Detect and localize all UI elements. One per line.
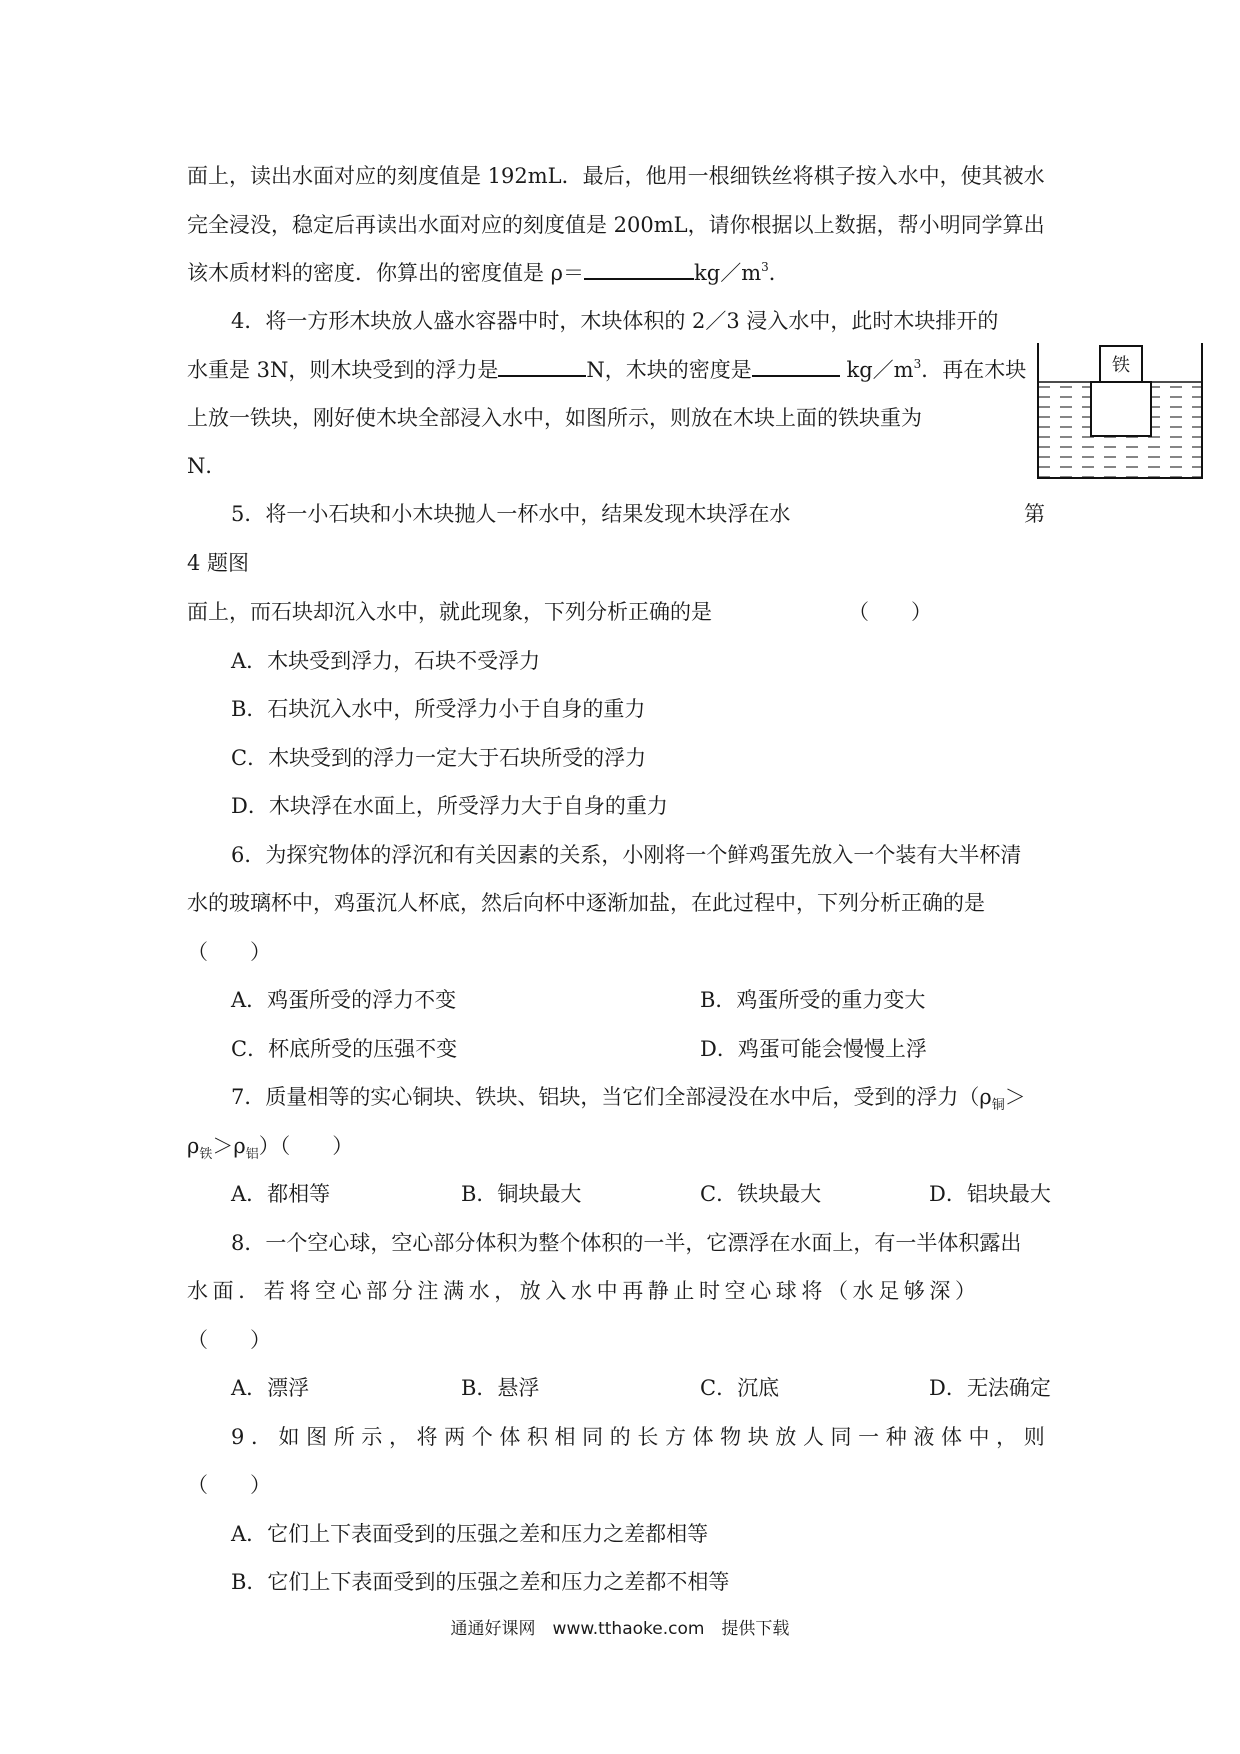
q5-option-a: A．木块受到浮力，石块不受浮力 <box>231 649 541 673</box>
q9-option-a: A．它们上下表面受到的压强之差和压力之差都相等 <box>231 1522 709 1546</box>
q5-option-c: C．木块受到的浮力一定大于石块所受的浮力 <box>231 746 647 770</box>
q7-rho-iron: ρ <box>187 1134 200 1158</box>
q4-line-2-end: ．再在木块 <box>921 358 1027 382</box>
page-footer: 通通好课网 www.tthaoke.com 提供下载 <box>450 1619 790 1639</box>
q5-line-2: 面上，而石块却沉入水中，就此现象，下列分析正确的是 <box>187 600 712 624</box>
q8-option-a: A．漂浮 <box>231 1376 310 1400</box>
q4-line-4: N． <box>187 454 227 478</box>
q3-line-3 <box>187 258 790 291</box>
q4-unit: kg／m <box>846 358 914 382</box>
q7-rho-aluminum: ρ <box>233 1134 246 1158</box>
wood-block <box>1091 382 1151 436</box>
q4-line-3: 上放一铁块，刚好使木块全部浸入水中，如图所示，则放在木块上面的铁块重为 <box>187 406 922 430</box>
figure-caption-part-1: 第 <box>1024 502 1045 526</box>
buoyancy-answer-blank[interactable] <box>498 355 586 377</box>
q7-subscript-aluminum: 铝 <box>245 1147 259 1162</box>
q4-line-1: 4．将一方形木块放人盛水容器中时，木块体积的 2／3 浸入水中，此时木块排开的 <box>231 309 999 333</box>
figure-caption-part-2: 4 题图 <box>187 551 250 575</box>
q3-unit: kg／m <box>694 261 762 285</box>
q3-line-2: 完全浸没，稳定后再读出水面对应的刻度值是 200mL，请你根据以上数据，帮小明同学算出 <box>187 213 1045 237</box>
q3-period: ． <box>768 261 790 285</box>
q8-line-2: 水面．若将空心部分注满水，放入水中再静止时空心球将（水足够深） <box>187 1279 981 1303</box>
q7-option-d: D．铝块最大 <box>929 1182 1051 1206</box>
q3-line-1: 面上，读出水面对应的刻度值是 192mL．最后，他用一根细铁丝将棋子按入水中，使其被水 <box>187 164 1045 188</box>
q5-option-d: D．木块浮在水面上，所受浮力大于自身的重力 <box>231 794 668 818</box>
q7-line-2 <box>187 1131 353 1165</box>
q8-option-d: D．无法确定 <box>929 1376 1051 1400</box>
iron-block-on-wood-figure <box>1036 342 1206 482</box>
q6-line-1: 6．为探究物体的浮沉和有关因素的关系，小刚将一个鲜鸡蛋先放入一个装有大半杯清 <box>231 843 1022 867</box>
q4-line-2-mid: N，木块的密度是 <box>586 358 752 382</box>
q7-subscript-copper: 铜 <box>991 1098 1005 1113</box>
q7-line-1-text: 7．质量相等的实心铜块、铁块、铝块，当它们全部浸没在水中后，受到的浮力（ρ <box>231 1085 992 1109</box>
q9-answer-paren: （ ） <box>187 1473 271 1497</box>
q8-option-b: B．悬浮 <box>461 1376 540 1400</box>
q9-line-1: 9．如图所示，将两个体积相同的长方体物块放人同一种液体中，则 <box>231 1425 1052 1449</box>
q4-line-2 <box>187 355 1026 388</box>
q9-option-b: B．它们上下表面受到的压强之差和压力之差都不相等 <box>231 1570 730 1594</box>
q7-subscript-iron: 铁 <box>199 1147 213 1162</box>
q8-line-1: 8．一个空心球，空心部分体积为整个体积的一半，它漂浮在水面上，有一半体积露出 <box>231 1231 1022 1255</box>
q7-answer-paren: ）（ ） <box>258 1134 354 1158</box>
q3-line-3-text: 该木质材料的密度．你算出的密度值是 ρ＝ <box>187 261 585 285</box>
density-answer-blank[interactable] <box>584 258 694 280</box>
q8-answer-paren: （ ） <box>187 1328 271 1352</box>
q7-line-1 <box>231 1082 1026 1116</box>
q3-unit-exponent: 3 <box>761 260 769 274</box>
q6-option-a: A．鸡蛋所受的浮力不变 <box>231 988 457 1012</box>
q7-gt-1: ＞ <box>1004 1085 1026 1109</box>
q5-option-b: B．石块沉入水中，所受浮力小于自身的重力 <box>231 697 646 721</box>
q7-gt-2: ＞ <box>212 1134 234 1158</box>
q7-option-b: B．铜块最大 <box>461 1182 582 1206</box>
q4-unit-exponent: 3 <box>913 357 922 371</box>
q5-answer-paren: （ ） <box>848 600 932 624</box>
q6-line-2: 水的玻璃杯中，鸡蛋沉人杯底，然后向杯中逐渐加盐，在此过程中，下列分析正确的是 <box>187 891 985 915</box>
q4-line-2-start: 水重是 3N，则木块受到的浮力是 <box>187 358 499 382</box>
q7-option-c: C．铁块最大 <box>700 1182 822 1206</box>
iron-block-label: 铁 <box>1112 355 1130 376</box>
q6-answer-paren: （ ） <box>187 940 271 964</box>
q6-option-d: D．鸡蛋可能会慢慢上浮 <box>700 1037 927 1061</box>
wood-density-answer-blank[interactable] <box>752 355 840 377</box>
q5-line-1: 5．将一小石块和小木块抛人一杯水中，结果发现木块浮在水 <box>231 502 791 526</box>
q8-option-c: C．沉底 <box>700 1376 780 1400</box>
q6-option-c: C．杯底所受的压强不变 <box>231 1037 458 1061</box>
q6-option-b: B．鸡蛋所受的重力变大 <box>700 988 926 1012</box>
q7-option-a: A．都相等 <box>231 1182 331 1206</box>
